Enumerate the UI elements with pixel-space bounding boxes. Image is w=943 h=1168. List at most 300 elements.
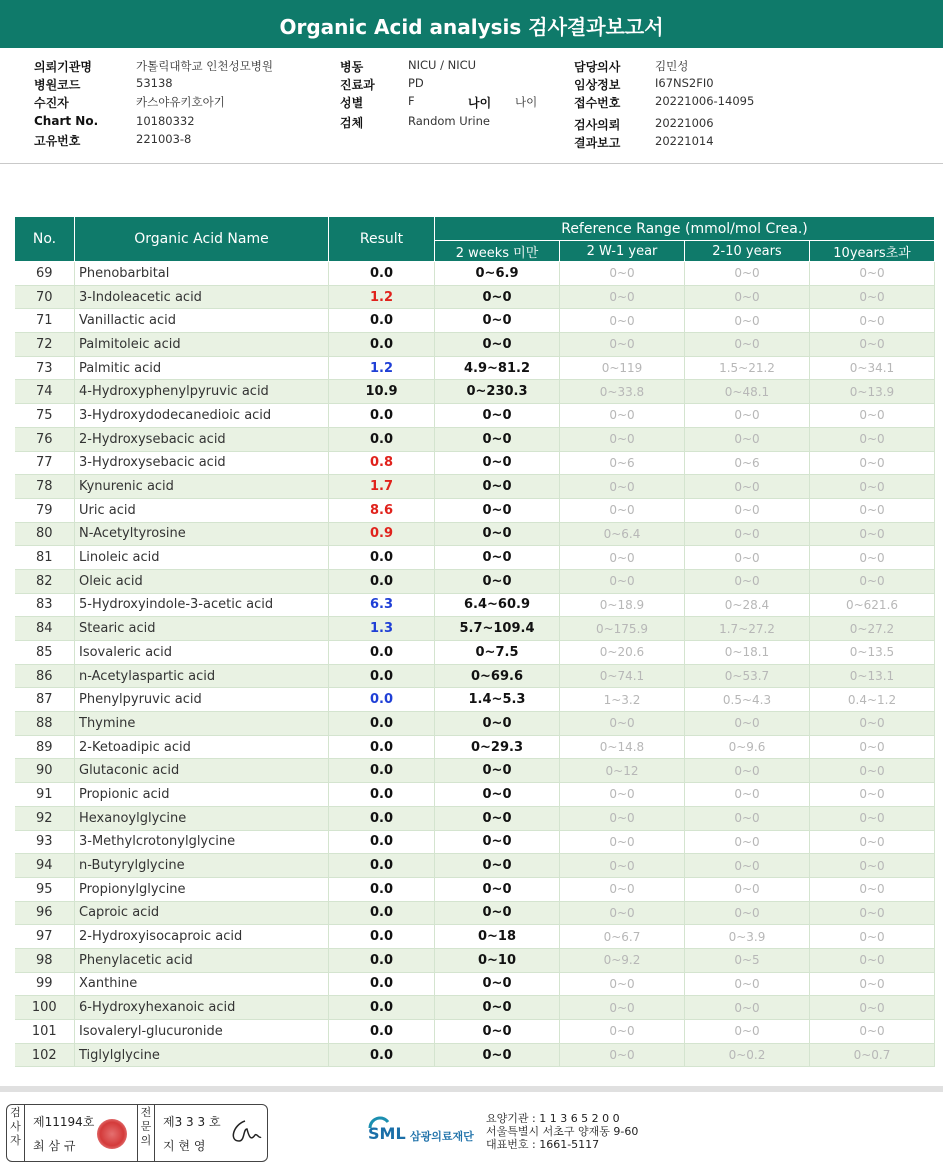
cell-ref-2w-1y: 0~74.1	[560, 664, 685, 688]
cell-no: 92	[15, 806, 75, 830]
cell-ref-2w-1y: 0~0	[560, 806, 685, 830]
cell-ref-10y-plus: 0~0	[810, 712, 935, 736]
table-row	[15, 475, 935, 499]
cell-ref-10y-plus: 0~0	[810, 285, 935, 309]
cell-no: 81	[15, 546, 75, 570]
cell-ref-10y-plus: 0~13.1	[810, 664, 935, 688]
cell-no: 72	[15, 333, 75, 357]
cell-ref-10y-plus: 0~0	[810, 759, 935, 783]
cell-ref-2weeks: 0~0	[435, 427, 560, 451]
cell-result: 0.0	[329, 830, 435, 854]
table-row	[15, 498, 935, 522]
cell-result: 0.0	[329, 262, 435, 286]
cell-ref-2weeks: 0~0	[435, 759, 560, 783]
cell-ref-2w-1y: 0~0	[560, 1043, 685, 1067]
cell-ref-2w-1y: 0~0	[560, 901, 685, 925]
cell-ref-2weeks: 0~29.3	[435, 735, 560, 759]
cell-acid-name: Phenylpyruvic acid	[75, 688, 329, 712]
cell-acid-name: Palmitic acid	[75, 356, 329, 380]
cell-ref-2w-1y: 0~0	[560, 996, 685, 1020]
patient-label: Chart No.	[34, 114, 99, 128]
patient-info	[0, 52, 943, 164]
cell-ref-2weeks: 4.9~81.2	[435, 356, 560, 380]
table-row	[15, 877, 935, 901]
cell-ref-2weeks: 0~230.3	[435, 380, 560, 404]
cell-ref-2weeks: 0~0	[435, 475, 560, 499]
cell-ref-2-10y: 0~0	[685, 901, 810, 925]
patient-value: PD	[408, 76, 424, 90]
cell-result: 0.0	[329, 1020, 435, 1044]
cell-ref-2-10y: 0~0	[685, 546, 810, 570]
cell-ref-10y-plus: 0~0	[810, 925, 935, 949]
cell-result: 0.0	[329, 641, 435, 665]
cell-result: 0.0	[329, 569, 435, 593]
cell-no: 98	[15, 948, 75, 972]
age-label: 나이	[468, 96, 492, 110]
cell-acid-name: Tiglylglycine	[75, 1043, 329, 1067]
cell-no: 83	[15, 593, 75, 617]
patient-value: NICU / NICU	[408, 58, 477, 72]
cell-no: 87	[15, 688, 75, 712]
cell-ref-10y-plus: 0~0	[810, 1020, 935, 1044]
cell-ref-2weeks: 0~0	[435, 712, 560, 736]
table-row	[15, 854, 935, 878]
cell-no: 78	[15, 475, 75, 499]
cell-ref-10y-plus: 0~34.1	[810, 356, 935, 380]
patient-label: 수진자	[34, 96, 69, 110]
cell-result: 10.9	[329, 380, 435, 404]
cell-acid-name: Uric acid	[75, 498, 329, 522]
reviewer-license: 제3 3 3 호	[163, 1115, 221, 1129]
cell-ref-10y-plus: 0~0	[810, 451, 935, 475]
cell-ref-2-10y: 0~0	[685, 404, 810, 428]
cell-result: 1.3	[329, 617, 435, 641]
seal-stamp-icon	[97, 1119, 127, 1149]
cell-acid-name: 4-Hydroxyphenylpyruvic acid	[75, 380, 329, 404]
patient-value: 20221006-14095	[655, 94, 755, 108]
cell-ref-2w-1y: 0~12	[560, 759, 685, 783]
cell-result: 0.0	[329, 309, 435, 333]
cell-acid-name: Glutaconic acid	[75, 759, 329, 783]
cell-acid-name: Thymine	[75, 712, 329, 736]
sml-logo	[366, 1112, 484, 1152]
reviewer-label: 전문의	[137, 1105, 155, 1161]
cell-ref-2w-1y: 1~3.2	[560, 688, 685, 712]
tester-label: 검사자	[7, 1105, 25, 1161]
divider	[0, 163, 943, 164]
cell-ref-2weeks: 0~6.9	[435, 262, 560, 286]
cell-ref-2-10y: 0~0	[685, 498, 810, 522]
cell-ref-2w-1y: 0~6.7	[560, 925, 685, 949]
cell-result: 0.0	[329, 925, 435, 949]
table-row	[15, 972, 935, 996]
cell-acid-name: Hexanoylglycine	[75, 806, 329, 830]
cell-no: 79	[15, 498, 75, 522]
cell-no: 100	[15, 996, 75, 1020]
cell-ref-2weeks: 0~0	[435, 309, 560, 333]
cell-result: 0.0	[329, 333, 435, 357]
cell-result: 0.0	[329, 735, 435, 759]
cell-ref-2weeks: 0~0	[435, 996, 560, 1020]
cell-ref-10y-plus: 0~0	[810, 522, 935, 546]
table-row	[15, 427, 935, 451]
cell-acid-name: 3-Methylcrotonylglycine	[75, 830, 329, 854]
table-row	[15, 1020, 935, 1044]
patient-label: 진료과	[340, 78, 375, 92]
cell-acid-name: Propionic acid	[75, 783, 329, 807]
cell-result: 0.8	[329, 451, 435, 475]
cell-ref-2-10y: 0~0	[685, 475, 810, 499]
signature-icon	[227, 1117, 263, 1147]
cell-ref-2w-1y: 0~0	[560, 1020, 685, 1044]
cell-ref-2weeks: 1.4~5.3	[435, 688, 560, 712]
cell-ref-2weeks: 0~10	[435, 948, 560, 972]
patient-value: Random Urine	[408, 114, 490, 128]
cell-ref-2w-1y: 0~0	[560, 262, 685, 286]
table-row	[15, 404, 935, 428]
patient-label: 병동	[340, 60, 364, 74]
cell-result: 0.0	[329, 427, 435, 451]
cell-ref-2-10y: 0~0	[685, 1020, 810, 1044]
cell-ref-2-10y: 0~0	[685, 309, 810, 333]
cell-ref-2-10y: 0~3.9	[685, 925, 810, 949]
patient-label: 병원코드	[34, 78, 81, 92]
cell-ref-2-10y: 0~0	[685, 522, 810, 546]
cell-no: 89	[15, 735, 75, 759]
patient-value: 김민성	[655, 59, 689, 73]
table-row	[15, 735, 935, 759]
cell-no: 75	[15, 404, 75, 428]
cell-result: 0.9	[329, 522, 435, 546]
cell-ref-2weeks: 0~7.5	[435, 641, 560, 665]
cell-ref-2-10y: 1.7~27.2	[685, 617, 810, 641]
cell-acid-name: Oleic acid	[75, 569, 329, 593]
cell-acid-name: n-Butyrylglycine	[75, 854, 329, 878]
table-row	[15, 806, 935, 830]
cell-acid-name: Caproic acid	[75, 901, 329, 925]
cell-acid-name: Xanthine	[75, 972, 329, 996]
cell-acid-name: 3-Hydroxysebacic acid	[75, 451, 329, 475]
cell-ref-10y-plus: 0~0	[810, 404, 935, 428]
cell-acid-name: Palmitoleic acid	[75, 333, 329, 357]
cell-ref-2-10y: 0~53.7	[685, 664, 810, 688]
cell-no: 101	[15, 1020, 75, 1044]
patient-value: F	[408, 94, 415, 108]
cell-ref-2weeks: 0~0	[435, 333, 560, 357]
cell-result: 0.0	[329, 972, 435, 996]
cell-result: 0.0	[329, 712, 435, 736]
cell-ref-2w-1y: 0~0	[560, 333, 685, 357]
cell-no: 94	[15, 854, 75, 878]
table-row	[15, 522, 935, 546]
cell-no: 97	[15, 925, 75, 949]
cell-ref-2-10y: 0~0	[685, 427, 810, 451]
cell-ref-2-10y: 0~0	[685, 333, 810, 357]
patient-value: 가톨릭대학교 인천성모병원	[136, 59, 273, 73]
cell-ref-2-10y: 0~0	[685, 783, 810, 807]
cell-result: 1.2	[329, 285, 435, 309]
cell-ref-2weeks: 0~0	[435, 830, 560, 854]
table-row	[15, 641, 935, 665]
cell-ref-2weeks: 0~18	[435, 925, 560, 949]
cell-ref-2w-1y: 0~0	[560, 830, 685, 854]
cell-ref-10y-plus: 0.4~1.2	[810, 688, 935, 712]
cell-ref-2weeks: 0~0	[435, 498, 560, 522]
col-header-ref-1: 2 weeks 미만	[435, 241, 560, 262]
cell-ref-2-10y: 0~5	[685, 948, 810, 972]
cell-acid-name: Isovaleric acid	[75, 641, 329, 665]
cell-ref-2weeks: 5.7~109.4	[435, 617, 560, 641]
table-row	[15, 546, 935, 570]
cell-no: 95	[15, 877, 75, 901]
signature-box	[6, 1104, 268, 1162]
patient-value: 53138	[136, 76, 173, 90]
patient-label: 고유번호	[34, 134, 81, 148]
addr-line-2: 서울특별시 서초구 양재동 9-60	[486, 1125, 639, 1138]
cell-ref-10y-plus: 0~27.2	[810, 617, 935, 641]
cell-ref-2-10y: 0~0	[685, 877, 810, 901]
cell-ref-2-10y: 0~0	[685, 712, 810, 736]
cell-ref-2w-1y: 0~33.8	[560, 380, 685, 404]
cell-no: 80	[15, 522, 75, 546]
patient-label: 접수번호	[574, 96, 621, 110]
cell-no: 91	[15, 783, 75, 807]
cell-no: 76	[15, 427, 75, 451]
cell-ref-2w-1y: 0~14.8	[560, 735, 685, 759]
table-row	[15, 569, 935, 593]
cell-acid-name: Isovaleryl-glucuronide	[75, 1020, 329, 1044]
cell-ref-2w-1y: 0~119	[560, 356, 685, 380]
cell-ref-2w-1y: 0~18.9	[560, 593, 685, 617]
cell-no: 85	[15, 641, 75, 665]
cell-ref-10y-plus: 0~0	[810, 427, 935, 451]
cell-acid-name: 2-Hydroxyisocaproic acid	[75, 925, 329, 949]
cell-no: 86	[15, 664, 75, 688]
cell-ref-2weeks: 0~69.6	[435, 664, 560, 688]
cell-ref-2-10y: 0~0	[685, 262, 810, 286]
cell-acid-name: 3-Indoleacetic acid	[75, 285, 329, 309]
cell-result: 0.0	[329, 901, 435, 925]
cell-result: 0.0	[329, 404, 435, 428]
cell-ref-2w-1y: 0~175.9	[560, 617, 685, 641]
cell-ref-2-10y: 0~0	[685, 285, 810, 309]
table-row	[15, 759, 935, 783]
table-row	[15, 783, 935, 807]
cell-ref-2-10y: 0~0	[685, 759, 810, 783]
cell-ref-2weeks: 6.4~60.9	[435, 593, 560, 617]
table-row	[15, 593, 935, 617]
cell-ref-2-10y: 0~18.1	[685, 641, 810, 665]
cell-ref-2-10y: 0~0.2	[685, 1043, 810, 1067]
cell-result: 0.0	[329, 546, 435, 570]
table-row	[15, 356, 935, 380]
cell-ref-2-10y: 0~6	[685, 451, 810, 475]
cell-ref-2w-1y: 0~0	[560, 877, 685, 901]
cell-acid-name: 2-Hydroxysebacic acid	[75, 427, 329, 451]
cell-ref-2weeks: 0~0	[435, 451, 560, 475]
cell-ref-2w-1y: 0~20.6	[560, 641, 685, 665]
table-row	[15, 901, 935, 925]
table-row	[15, 262, 935, 286]
col-header-name: Organic Acid Name	[75, 217, 329, 262]
cell-ref-10y-plus: 0~0	[810, 546, 935, 570]
cell-no: 73	[15, 356, 75, 380]
table-row	[15, 1043, 935, 1067]
cell-ref-2w-1y: 0~9.2	[560, 948, 685, 972]
cell-ref-2w-1y: 0~0	[560, 972, 685, 996]
cell-ref-2w-1y: 0~0	[560, 309, 685, 333]
cell-ref-2-10y: 0~0	[685, 830, 810, 854]
results-body	[15, 262, 935, 1067]
cell-ref-10y-plus: 0~0	[810, 735, 935, 759]
cell-no: 88	[15, 712, 75, 736]
cell-result: 0.0	[329, 948, 435, 972]
org-address	[486, 1112, 638, 1151]
cell-no: 74	[15, 380, 75, 404]
cell-ref-2w-1y: 0~6	[560, 451, 685, 475]
cell-ref-2w-1y: 0~0	[560, 712, 685, 736]
table-row	[15, 664, 935, 688]
cell-result: 0.0	[329, 806, 435, 830]
cell-result: 1.7	[329, 475, 435, 499]
cell-no: 90	[15, 759, 75, 783]
patient-value: 카스야유키호아기	[136, 95, 225, 109]
cell-acid-name: Vanillactic acid	[75, 309, 329, 333]
logo-text: SML	[368, 1124, 406, 1143]
cell-result: 0.0	[329, 759, 435, 783]
report-title: Organic Acid analysis 검사결과보고서	[0, 0, 943, 48]
cell-ref-2-10y: 0~48.1	[685, 380, 810, 404]
cell-acid-name: N-Acetyltyrosine	[75, 522, 329, 546]
patient-value: 221003-8	[136, 132, 192, 146]
cell-ref-2-10y: 0~28.4	[685, 593, 810, 617]
patient-value: 10180332	[136, 114, 195, 128]
cell-result: 8.6	[329, 498, 435, 522]
cell-ref-2w-1y: 0~0	[560, 475, 685, 499]
cell-ref-2w-1y: 0~0	[560, 285, 685, 309]
footer	[0, 1092, 943, 1168]
cell-ref-2-10y: 0.5~4.3	[685, 688, 810, 712]
cell-ref-10y-plus: 0~0	[810, 569, 935, 593]
cell-acid-name: Linoleic acid	[75, 546, 329, 570]
patient-label: 의뢰기관명	[34, 60, 92, 74]
col-header-reference-range: Reference Range (mmol/mol Crea.)	[435, 217, 935, 241]
results-table	[14, 216, 935, 1067]
cell-acid-name: 6-Hydroxyhexanoic acid	[75, 996, 329, 1020]
cell-result: 6.3	[329, 593, 435, 617]
org-name: 삼광의료재단	[410, 1130, 474, 1143]
table-row	[15, 688, 935, 712]
cell-ref-2w-1y: 0~0	[560, 569, 685, 593]
col-header-no: No.	[15, 217, 75, 262]
cell-ref-10y-plus: 0~0	[810, 262, 935, 286]
cell-ref-10y-plus: 0~13.5	[810, 641, 935, 665]
reviewer-name: 지 현 영	[163, 1139, 206, 1153]
patient-label: 담당의사	[574, 60, 621, 74]
cell-ref-10y-plus: 0~0	[810, 901, 935, 925]
cell-result: 0.0	[329, 688, 435, 712]
cell-ref-2w-1y: 0~0	[560, 854, 685, 878]
cell-no: 102	[15, 1043, 75, 1067]
cell-no: 71	[15, 309, 75, 333]
col-header-ref-3: 2-10 years	[685, 241, 810, 262]
cell-ref-2weeks: 0~0	[435, 806, 560, 830]
cell-ref-2w-1y: 0~0	[560, 783, 685, 807]
cell-no: 70	[15, 285, 75, 309]
cell-ref-2-10y: 0~0	[685, 854, 810, 878]
patient-label: 임상정보	[574, 78, 621, 92]
table-row	[15, 380, 935, 404]
cell-no: 93	[15, 830, 75, 854]
cell-ref-2weeks: 0~0	[435, 877, 560, 901]
cell-no: 69	[15, 262, 75, 286]
cell-result: 0.0	[329, 1043, 435, 1067]
cell-ref-2weeks: 0~0	[435, 972, 560, 996]
cell-acid-name: Phenobarbital	[75, 262, 329, 286]
cell-ref-2weeks: 0~0	[435, 546, 560, 570]
table-row	[15, 830, 935, 854]
cell-result: 0.0	[329, 996, 435, 1020]
patient-label: 성별	[340, 96, 364, 110]
cell-ref-2weeks: 0~0	[435, 404, 560, 428]
cell-ref-10y-plus: 0~0	[810, 783, 935, 807]
cell-acid-name: 3-Hydroxydodecanedioic acid	[75, 404, 329, 428]
cell-no: 99	[15, 972, 75, 996]
cell-ref-10y-plus: 0~0	[810, 498, 935, 522]
cell-ref-10y-plus: 0~0	[810, 948, 935, 972]
cell-ref-2w-1y: 0~0	[560, 546, 685, 570]
cell-acid-name: Kynurenic acid	[75, 475, 329, 499]
cell-acid-name: 5-Hydroxyindole-3-acetic acid	[75, 593, 329, 617]
age-value: 나이	[515, 95, 538, 109]
cell-ref-2-10y: 1.5~21.2	[685, 356, 810, 380]
cell-no: 96	[15, 901, 75, 925]
table-row	[15, 617, 935, 641]
table-row	[15, 925, 935, 949]
cell-ref-10y-plus: 0~0	[810, 806, 935, 830]
cell-ref-2weeks: 0~0	[435, 1020, 560, 1044]
cell-ref-2weeks: 0~0	[435, 569, 560, 593]
cell-no: 77	[15, 451, 75, 475]
cell-acid-name: 2-Ketoadipic acid	[75, 735, 329, 759]
cell-ref-2-10y: 0~0	[685, 972, 810, 996]
cell-ref-10y-plus: 0~0	[810, 333, 935, 357]
addr-line-3: 대표번호 : 1661-5117	[486, 1138, 600, 1151]
table-row	[15, 309, 935, 333]
cell-ref-2weeks: 0~0	[435, 783, 560, 807]
cell-ref-10y-plus: 0~0	[810, 309, 935, 333]
patient-value: 20221006	[655, 116, 714, 130]
cell-result: 0.0	[329, 664, 435, 688]
cell-ref-10y-plus: 0~0	[810, 877, 935, 901]
cell-ref-10y-plus: 0~13.9	[810, 380, 935, 404]
cell-result: 1.2	[329, 356, 435, 380]
cell-ref-2w-1y: 0~0	[560, 404, 685, 428]
cell-acid-name: Phenylacetic acid	[75, 948, 329, 972]
cell-ref-2w-1y: 0~0	[560, 427, 685, 451]
table-row	[15, 333, 935, 357]
cell-ref-2weeks: 0~0	[435, 522, 560, 546]
cell-result: 0.0	[329, 854, 435, 878]
cell-ref-2-10y: 0~0	[685, 806, 810, 830]
tester-name: 최 삼 규	[33, 1139, 76, 1153]
col-header-ref-2: 2 W-1 year	[560, 241, 685, 262]
cell-acid-name: n-Acetylaspartic acid	[75, 664, 329, 688]
cell-ref-2weeks: 0~0	[435, 854, 560, 878]
cell-ref-2weeks: 0~0	[435, 901, 560, 925]
cell-ref-2weeks: 0~0	[435, 285, 560, 309]
cell-result: 0.0	[329, 877, 435, 901]
